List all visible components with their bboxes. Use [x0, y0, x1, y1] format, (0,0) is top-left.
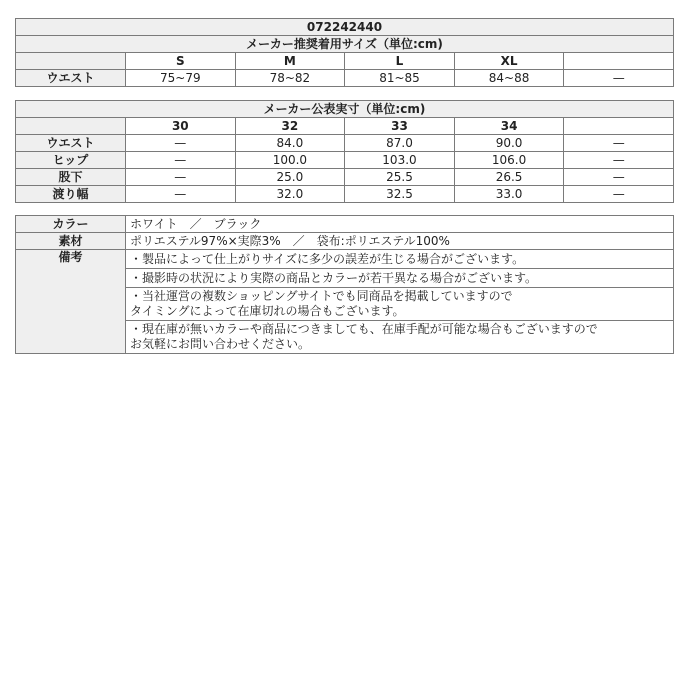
color-value: ホワイト ／ ブラック	[126, 216, 674, 233]
row-label: ウエスト	[16, 70, 126, 87]
row-label: ヒップ	[16, 152, 126, 169]
table-cell: 103.0	[345, 152, 455, 169]
table-cell: —	[564, 135, 674, 152]
table-cell: 32.5	[345, 186, 455, 203]
table-cell: —	[126, 135, 236, 152]
table-cell: 84.0	[235, 135, 345, 152]
table-cell: —	[564, 152, 674, 169]
size-header: 33	[345, 118, 455, 135]
table-row	[16, 152, 674, 169]
table-cell: —	[126, 169, 236, 186]
corner-cell	[16, 118, 126, 135]
color-label: カラー	[16, 216, 126, 233]
actual-size-title: メーカー公表実寸（単位:cm)	[16, 101, 674, 118]
table-row	[16, 216, 674, 233]
note-item: ・撮影時の状況により実際の商品とカラーが若干異なる場合がございます。	[126, 269, 674, 288]
size-header	[564, 118, 674, 135]
material-value: ポリエステル97%×実際3% ／ 袋布:ポリエステル100%	[126, 233, 674, 250]
product-info-table	[15, 215, 674, 354]
table-cell: 33.0	[454, 186, 564, 203]
table-cell: 26.5	[454, 169, 564, 186]
row-label: 渡り幅	[16, 186, 126, 203]
table-cell: 84~88	[454, 70, 564, 87]
material-label: 素材	[16, 233, 126, 250]
table-cell: 32.0	[235, 186, 345, 203]
corner-cell	[16, 53, 126, 70]
table-row	[16, 135, 674, 152]
size-header	[564, 53, 674, 70]
table-cell: 106.0	[454, 152, 564, 169]
table-row	[16, 186, 674, 203]
row-label: ウエスト	[16, 135, 126, 152]
table-cell: 100.0	[235, 152, 345, 169]
table-cell: 90.0	[454, 135, 564, 152]
table-cell: —	[564, 169, 674, 186]
table-cell: —	[564, 186, 674, 203]
actual-size-table	[15, 100, 674, 203]
size-header: L	[345, 53, 455, 70]
table-cell: —	[126, 152, 236, 169]
size-header: 34	[454, 118, 564, 135]
table-cell: 25.5	[345, 169, 455, 186]
table-cell: —	[126, 186, 236, 203]
note-item: ・現在庫が無いカラーや商品につきましても、在庫手配が可能な場合もございますので お気軽にお問い合わせください。	[126, 321, 674, 354]
table-cell: 81~85	[345, 70, 455, 87]
table-row	[16, 70, 674, 87]
table-row	[16, 169, 674, 186]
table-cell: 87.0	[345, 135, 455, 152]
size-header: M	[235, 53, 345, 70]
table-cell: 75~79	[126, 70, 236, 87]
notes-label: 備考	[16, 250, 126, 354]
size-header: XL	[454, 53, 564, 70]
table-cell: 25.0	[235, 169, 345, 186]
note-item: ・製品によって仕上がりサイズに多少の誤差が生じる場合がございます。	[126, 250, 674, 269]
table-row	[16, 250, 674, 269]
size-header: S	[126, 53, 236, 70]
table-cell: 78~82	[235, 70, 345, 87]
size-header: 32	[235, 118, 345, 135]
table-cell: —	[564, 70, 674, 87]
row-label: 股下	[16, 169, 126, 186]
size-header: 30	[126, 118, 236, 135]
recommended-size-table	[15, 18, 674, 87]
recommended-size-title: メーカー推奨着用サイズ（単位:cm)	[16, 36, 674, 53]
note-item: ・当社運営の複数ショッピングサイトでも同商品を掲載していますので タイミングによって在庫切れの場合もございます。	[126, 288, 674, 321]
product-code: 072242440	[16, 19, 674, 36]
table-row	[16, 233, 674, 250]
